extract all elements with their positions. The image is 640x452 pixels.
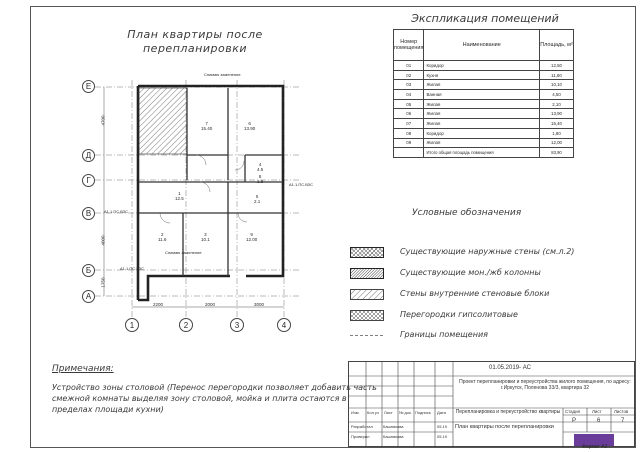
- room-tag: 9 12.00: [246, 232, 258, 242]
- title-block: [348, 361, 635, 447]
- row-label: Подпись: [415, 410, 431, 415]
- col-num-header: Номер помещения: [394, 30, 424, 61]
- axis-circle: А: [82, 290, 95, 303]
- table-row: 05 Жилая 2,10: [394, 99, 574, 109]
- room-tag: 8 1.8: [257, 174, 264, 184]
- axis-circle: 1: [125, 318, 139, 332]
- dim-label: 4700: [100, 115, 106, 126]
- col-stage-label: Стадия: [565, 409, 580, 414]
- plan-title-line2: перепланировки: [142, 42, 247, 55]
- stamp-sheet-title: План квартиры после перепланировки: [455, 424, 554, 430]
- explication-table: [393, 29, 574, 158]
- developer-name: Кашникова: [383, 424, 404, 429]
- stamp-project: Проект перепланировки и переустройства жилого помещения, по адресу: г.Иркутск, Поленова 33/3, квартира 32: [459, 379, 631, 391]
- row-label: Кол.уч: [367, 410, 379, 415]
- axis-circle: В: [82, 207, 95, 220]
- plan-title-line1: План квартиры после: [127, 28, 263, 41]
- table-row: 03 Жилая 10,10: [394, 80, 574, 90]
- checker-label: Проверил: [351, 434, 370, 439]
- axis-circle: Б: [82, 264, 95, 277]
- axis-circle: Д: [82, 149, 95, 162]
- row-label: Дата: [437, 410, 446, 415]
- table-row: 08 Коридор 1,80: [394, 128, 574, 138]
- axis-circle: Г: [82, 174, 95, 187]
- table-row: 07 Жилая 15,40: [394, 119, 574, 129]
- legend-swatch-block-walls: [350, 289, 384, 300]
- room-tag: 7 15.40: [201, 121, 213, 131]
- legend-swatch-columns: [350, 268, 384, 279]
- wall-mark-right: А1.1.ПС.ВЗС: [289, 182, 314, 187]
- col-name-header: Наименование: [424, 30, 540, 61]
- row-label: Лист: [384, 410, 393, 415]
- axis-circle: Е: [82, 80, 95, 93]
- dim-label: 2000: [205, 302, 216, 307]
- notes-title: Примечания:: [52, 364, 114, 374]
- explication-title: Экспликация помещений: [411, 12, 559, 25]
- developer-date: 05.19: [437, 424, 448, 429]
- legend-item: Существующие мон./жб колонны: [350, 268, 590, 279]
- row-label: Изм.: [351, 410, 360, 415]
- dim-label: 4000: [100, 235, 106, 246]
- legend-item: Границы помещения: [350, 330, 590, 341]
- room-tag: 4 4.5: [257, 162, 264, 172]
- col-sheets-label: Листов: [614, 409, 629, 414]
- legend-item: Стены внутренние стеновые блоки: [350, 289, 590, 300]
- table-header: [394, 30, 574, 61]
- axis-grid: [95, 80, 300, 318]
- room-tag: 5 2.1: [254, 194, 261, 204]
- sheets-value: 7: [621, 418, 625, 424]
- table-total-row: Итого общая площадь помещения 83,90: [394, 148, 574, 158]
- legend-title: Условные обозначения: [412, 208, 522, 218]
- table-row: 02 Кухня 11,60: [394, 70, 574, 80]
- stage-value: Р: [572, 418, 577, 424]
- legend-item: Перегородки гипсолитовые: [350, 310, 590, 321]
- col-area-header: Площадь, м²: [540, 30, 574, 61]
- dim-label: 1750: [100, 277, 106, 288]
- callout-bottom: Снимаю заменение: [165, 250, 202, 255]
- table-row: 04 Ванная 4,50: [394, 90, 574, 100]
- sheet-value: 6: [597, 418, 601, 424]
- table-row: 01 Коридор 12,50: [394, 61, 574, 71]
- loggia-hatch: [139, 88, 187, 154]
- table-row: 09 Жилая 12,00: [394, 138, 574, 148]
- stamp-stage-title: Перепланировка и переустройство квартиры: [455, 409, 561, 415]
- axis-circle: 2: [179, 318, 193, 332]
- room-tag: 6 13.90: [244, 121, 256, 131]
- checker-date: 05.19: [437, 434, 448, 439]
- stamp-code: 01.05.2019- АС: [489, 365, 531, 371]
- row-label: № док.: [399, 410, 412, 415]
- legend-swatch-partitions: [350, 310, 384, 321]
- dim-label: 3000: [254, 302, 265, 307]
- format-label: Формат А3: [582, 444, 608, 450]
- wall-mark-left: А1.1.ПС.ВЗС: [104, 209, 129, 214]
- callout-top: Снимаю заменение: [204, 72, 241, 77]
- notes-text: Устройство зоны столовой (Перенос перегородки позволяет добавить часть смежной комнаты выделяя зону столовой, мойка и плита остаются в пределах площади кухни): [52, 383, 377, 414]
- legend-swatch-outer-walls: [350, 247, 384, 258]
- legend-swatch-boundary: [350, 330, 384, 341]
- room-tag: 1 12.5: [175, 191, 184, 201]
- checker-name: Кашникова: [383, 434, 404, 439]
- developer-label: Разработал: [351, 424, 373, 429]
- wall-mark-left2: А1.1.ПС.ВЗС: [120, 266, 145, 271]
- axis-circle: 3: [230, 318, 244, 332]
- table-row: 06 Жилая 13,90: [394, 109, 574, 119]
- col-sheet-label: Лист: [592, 409, 602, 414]
- room-tag: 3 10.1: [201, 232, 210, 242]
- legend-item: Существующие наружные стены (см.л.2): [350, 247, 590, 258]
- dim-label: 2200: [153, 302, 164, 307]
- axis-circle: 4: [277, 318, 291, 332]
- room-tag: 2 11.6: [158, 232, 167, 242]
